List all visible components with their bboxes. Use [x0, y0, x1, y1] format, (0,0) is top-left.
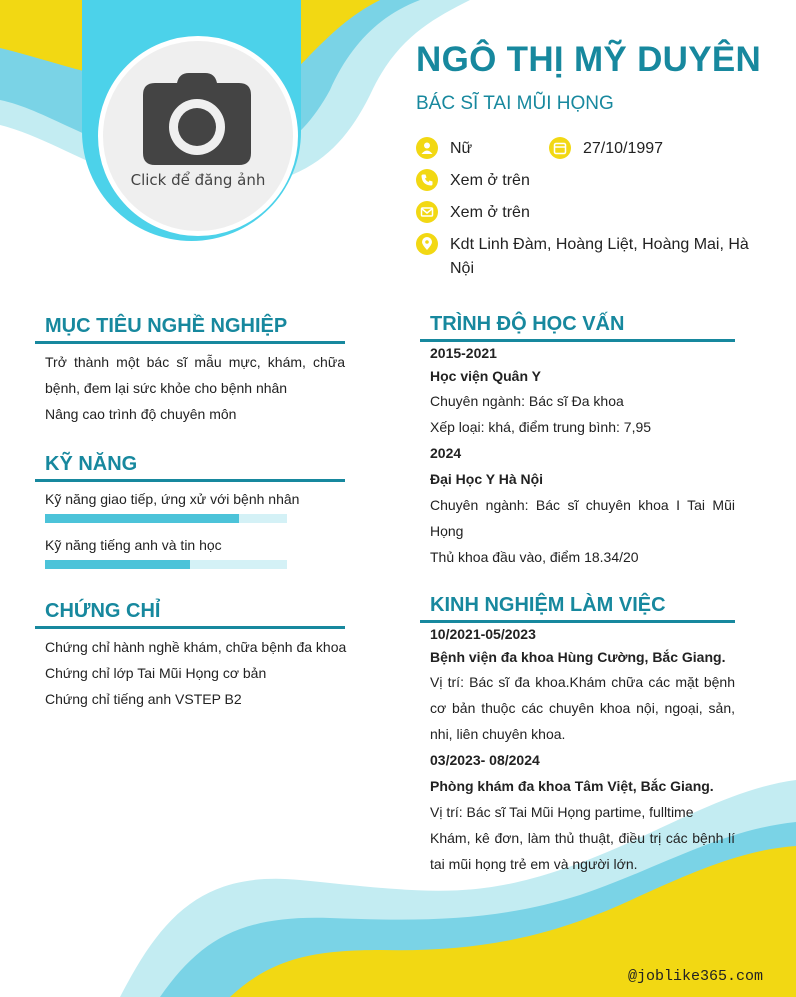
education-note: Xếp loại: khá, điểm trung bình: 7,95: [430, 419, 652, 435]
experience-description: Vị trí: Bác sĩ Tai Mũi Họng partime, fulltime: [430, 804, 694, 820]
photo-upload[interactable]: [98, 36, 298, 236]
experience-heading: KINH NGHIỆM LÀM VIỆC: [420, 592, 735, 623]
education-major: Chuyên ngành: Bác sĩ Đa khoa: [430, 393, 624, 409]
calendar-icon: [549, 137, 571, 159]
birthday-value: 27/10/1997: [583, 140, 664, 157]
education-note: Thủ khoa đầu vào, điểm 18.34/20: [430, 549, 639, 565]
address-row: [416, 233, 756, 281]
photo-caption: Click để đăng ảnh: [130, 171, 266, 189]
envelope-icon: [416, 201, 438, 223]
location-pin-icon: [416, 233, 438, 255]
objective-line: Nâng cao trình độ chuyên môn: [45, 406, 237, 422]
skill-bar-fill: [45, 514, 239, 523]
gender-value: Nữ: [450, 140, 473, 157]
skills-heading: KỸ NĂNG: [35, 451, 345, 482]
certificate-item: Chứng chỉ hành nghề khám, chữa bệnh đa khoa: [45, 639, 347, 655]
site-watermark: @joblike365.com: [628, 968, 764, 985]
certificates-heading: CHỨNG CHỈ: [35, 598, 345, 629]
experience-place: Bệnh viện đa khoa Hùng Cường, Bắc Giang.: [430, 649, 726, 665]
email-row: [416, 201, 530, 225]
person-icon: [416, 137, 438, 159]
phone-icon: [416, 169, 438, 191]
address-value: Kdt Linh Đàm, Hoàng Liệt, Hoàng Mai, Hà Nội: [450, 236, 749, 277]
education-heading: TRÌNH ĐỘ HỌC VẤN: [420, 311, 735, 342]
job-title: BÁC SĨ TAI MŨI HỌNG: [416, 93, 614, 114]
experience-description: Vị trí: Bác sĩ đa khoa.Khám chữa các mặt bệnh cơ bản thuộc các chuyên khoa nội, ngoại, sản, nhi, liên chuyên khoa.: [430, 674, 735, 742]
phone-row: [416, 169, 530, 193]
skill-label: Kỹ năng tiếng anh và tin học: [45, 537, 222, 553]
experience-period: 10/2021-05/2023: [430, 626, 536, 642]
experience-place: Phòng khám đa khoa Tâm Việt, Bắc Giang.: [430, 778, 714, 794]
experience-description: Khám, kê đơn, làm thủ thuật, điều trị các bệnh lí tai mũi họng trẻ em và người lớn.: [430, 830, 735, 872]
email-value: Xem ở trên: [450, 204, 530, 221]
education-school: Học viện Quân Y: [430, 368, 541, 384]
skill-label: Kỹ năng giao tiếp, ứng xử với bệnh nhân: [45, 491, 300, 507]
candidate-name: NGÔ THỊ MỸ DUYÊN: [416, 40, 762, 79]
skill-bar: [45, 514, 287, 523]
experience-period: 03/2023- 08/2024: [430, 752, 540, 768]
skill-bar: [45, 560, 287, 569]
skill-bar-fill: [45, 560, 190, 569]
education-school: Đại Học Y Hà Nội: [430, 471, 544, 487]
gender-row: [416, 137, 472, 161]
certificate-item: Chứng chỉ lớp Tai Mũi Họng cơ bản: [45, 665, 267, 681]
education-period: 2015-2021: [430, 345, 497, 361]
education-major: Chuyên ngành: Bác sĩ chuyên khoa I Tai Mũi Họng: [430, 497, 735, 539]
camera-icon: [143, 73, 251, 165]
certificate-item: Chứng chỉ tiếng anh VSTEP B2: [45, 691, 242, 707]
objective-heading: MỤC TIÊU NGHỀ NGHIỆP: [35, 313, 345, 344]
birthday-row: [549, 137, 663, 161]
education-period: 2024: [430, 445, 462, 461]
objective-line: Trở thành một bác sĩ mẫu mực, khám, chữa bệnh, đem lại sức khỏe cho bệnh nhân: [45, 354, 345, 396]
phone-value: Xem ở trên: [450, 172, 530, 189]
